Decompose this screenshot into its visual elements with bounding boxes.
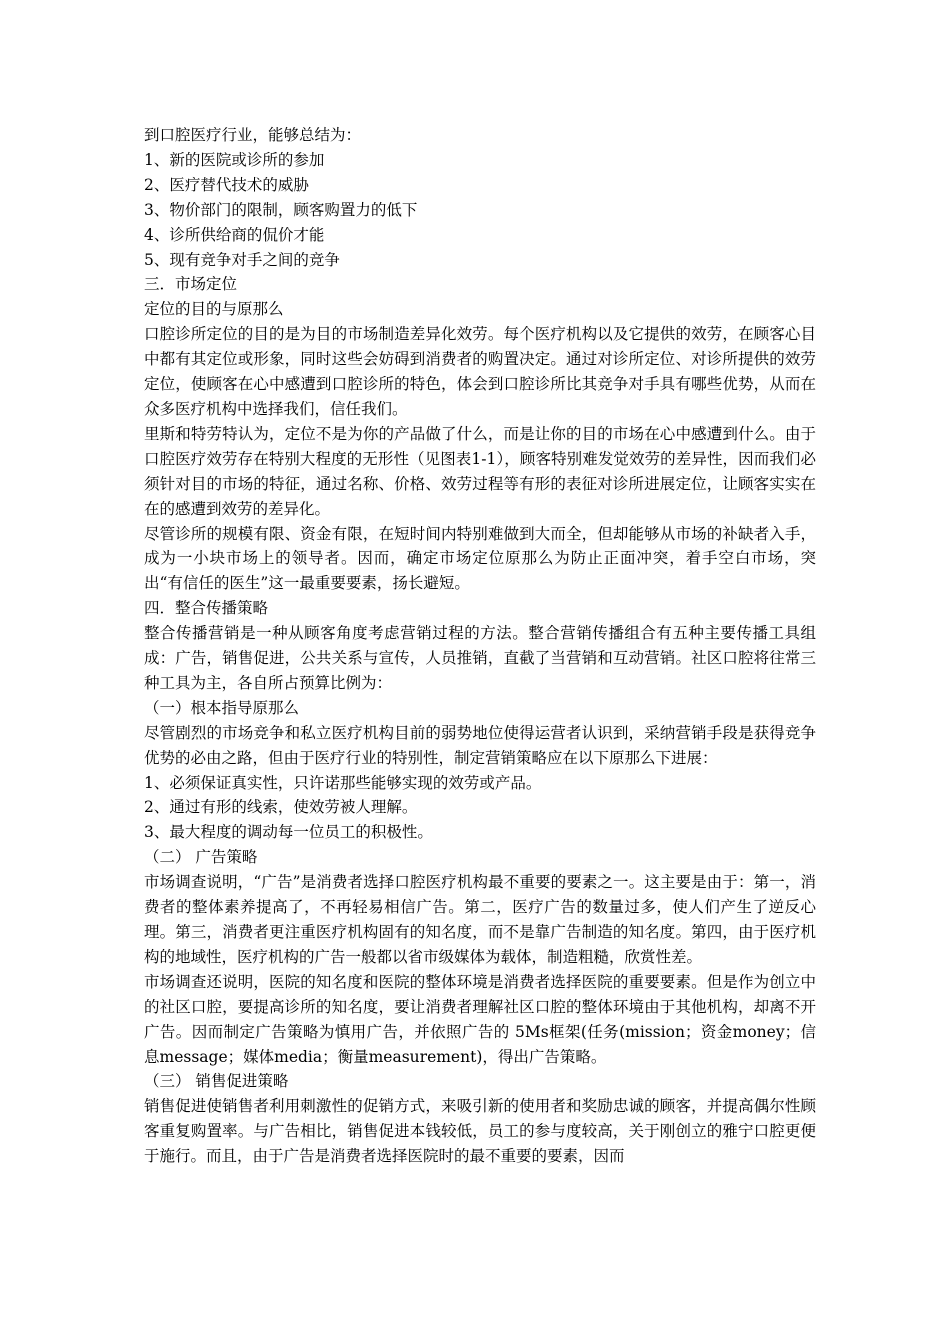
list-item: 1、必须保证真实性，只许诺那些能够实现的效劳或产品。 — [144, 773, 542, 792]
body-paragraph: 尽管诊所的规模有限、资金有限，在短时间内特别难做到大而全，但却能够从市场的补缺者入手，成为一小块市场上的领导者。因而，确定市场定位原那么为防止正面冲突，着手空白市场，突出“有信任的医生”这一最重要要素，扬长避短。 — [144, 524, 816, 593]
list-item: 5、现有竞争对手之间的竞争 — [144, 250, 340, 269]
body-paragraph: 里斯和特劳特认为，定位不是为你的产品做了什么，而是让你的目的市场在心中感遭到什么。由于口腔医疗效劳存在特别大程度的无形性（见图表1-1），顾客特别难发觉效劳的差异性，因而我们必须针对目的市场的特征，通过名称、价格、效劳过程等有形的表征对诊所进展定位，让顾客实实在在的感遭到效劳的差异化。 — [144, 424, 816, 518]
body-paragraph: 尽管剧烈的市场竞争和私立医疗机构目前的弱势地位使得运营者认识到，采纳营销手段是获得竞争优势的必由之路，但由于医疗行业的特别性，制定营销策略应在以下原那么下进展： — [144, 723, 816, 767]
body-paragraph: 市场调查还说明，医院的知名度和医院的整体环境是消费者选择医院的重要要素。但是作为创立中的社区口腔，要提高诊所的知名度，要让消费者理解社区口腔的整体环境由于其他机构，却离不开广告。因而制定广告策略为慎用广告，并依照广告的 5Ms框架(任务(mission；资金money；信息message；媒体media；衡量measurement)，得出广告策略。 — [144, 972, 816, 1066]
list-item: 3、物价部门的限制，顾客购置力的低下 — [144, 200, 418, 219]
subsection-heading: （三） 销售促进策略 — [144, 1072, 289, 1091]
list-item: 4、诊所供给商的侃价才能 — [144, 225, 325, 244]
subsection-heading: 定位的目的与原那么 — [144, 300, 284, 319]
list-item: 1、新的医院或诊所的参加 — [144, 150, 325, 169]
section-heading: 三．市场定位 — [144, 275, 238, 294]
text-line: 到口腔医疗行业，能够总结为： — [144, 126, 362, 144]
list-item: 2、医疗替代技术的威胁 — [144, 175, 309, 194]
subsection-heading: （一）根本指导原那么 — [144, 698, 300, 717]
subsection-heading: （二） 广告策略 — [144, 848, 258, 867]
list-item: 3、最大程度的调动每一位员工的积极性。 — [144, 823, 433, 842]
body-paragraph: 整合传播营销是一种从顾客角度考虑营销过程的方法。整合营销传播组合有五种主要传播工具组成：广告，销售促进，公共关系与宣传，人员推销，直截了当营销和互动营销。社区口腔将往常三种工具为主，各自所占预算比例为： — [144, 624, 816, 692]
body-paragraph: 口腔诊所定位的目的是为目的市场制造差异化效劳。每个医疗机构以及它提供的效劳，在顾客心目中都有其定位或形象，同时这些会妨碍到消费者的购置决定。通过对诊所定位、对诊所提供的效劳定位，使顾客在心中感遭到口腔诊所的特色，体会到口腔诊所比其竞争对手具有哪些优势，从而在众多医疗机构中选择我们，信任我们。 — [144, 325, 816, 418]
list-item: 2、通过有形的线索，使效劳被人理解。 — [144, 798, 418, 817]
document-body — [144, 123, 816, 1169]
body-paragraph: 市场调查说明，“广告”是消费者选择口腔医疗机构最不重要的要素之一。这主要是由于：第一，消费者的整体素养提高了，不再轻易相信广告。第二，医疗广告的数量过多，使人们产生了逆反心理。第三，消费者更注重医疗机构固有的知名度，而不是靠广告制造的知名度。第四，由于医疗机构的地域性，医疗机构的广告一般都以省市级媒体为载体，制造粗糙，欣赏性差。 — [144, 873, 816, 966]
body-paragraph: 销售促进使销售者利用刺激性的促销方式，来吸引新的使用者和奖励忠诚的顾客，并提高偶尔性顾客重复购置率。与广告相比，销售促进本钱较低，员工的参与度较高，关于刚创立的雅宁口腔更便于施行。而且，由于广告是消费者选择医院时的最不重要的要素，因而 — [144, 1097, 816, 1166]
section-heading: 四．整合传播策略 — [144, 599, 269, 618]
